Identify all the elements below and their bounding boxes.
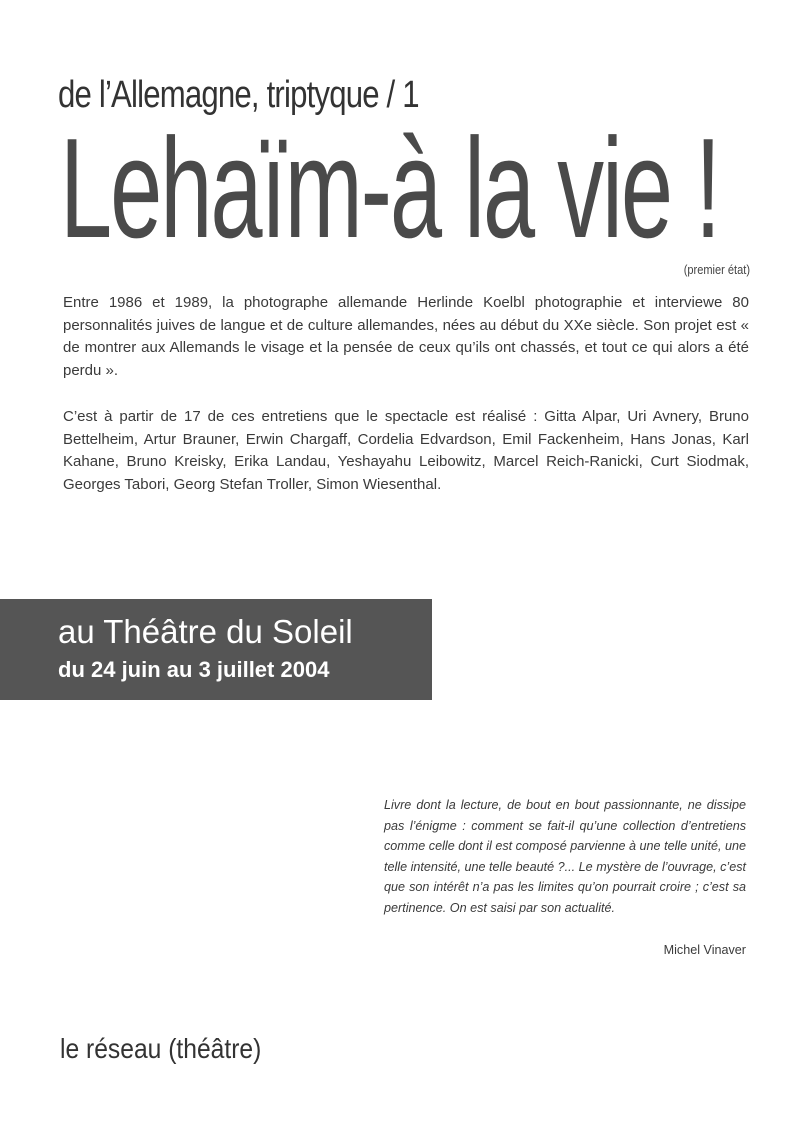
venue-banner [0, 599, 432, 700]
publisher-name: le réseau (théâtre) [60, 1033, 262, 1064]
quote-author: Michel Vinaver [663, 943, 746, 957]
intro-paragraph: Entre 1986 et 1989, la photographe allemande Herlinde Koelbl photographie et interviewe 80 personnalités juives de langue et de culture allemandes, nées au début du XXe siècle. Son projet est « de montrer aux Allemands le visage et la pensée de ceux qu’ils ont chassés, et tout ce qui alors a été perdu ». [63, 294, 749, 379]
interviewees-paragraph: C’est à partir de 17 de ces entretiens que le spectacle est réalisé : Gitta Alpar, Uri Avnery, Bruno Bettelheim, Artur Brauner, Erwin Chargaff, Cordelia Edvardson, Emil Fackenheim, Hans Jonas, Karl Kahane, Bruno Kreisky, Erika Landau, Yeshayahu Leibowitz, Marcel Reich-Ranicki, Curt Siodmak, Georges Tabori, Georg Stefan Troller, Simon Wiesenthal. [63, 408, 749, 493]
performance-dates: du 24 juin au 3 juillet 2004 [58, 657, 330, 682]
venue-name: au Théâtre du Soleil [58, 613, 353, 650]
series-title: de l’Allemagne, triptyque / 1 [58, 74, 419, 116]
page-title: Lehaïm-à la vie ! [60, 109, 720, 268]
review-quote: Livre dont la lecture, de bout en bout passionnante, ne dissipe pas l’énigme : comment se fait-il qu’une collection d’entretiens comme celle dont il est composé parvienne à une telle unité, une telle intensité, une telle beauté ?... Le mystère de l’ouvrage, c’est que son intérêt n’a pas les limites qu’on pourrait croire ; c’est sa pertinence. On est saisi par son actualité. [384, 798, 746, 915]
state-note: (premier état) [683, 262, 750, 277]
